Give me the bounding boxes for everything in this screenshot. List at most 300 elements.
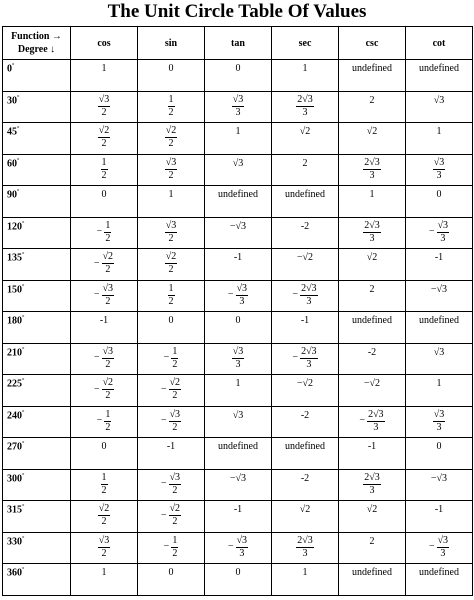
value-cell-csc — [339, 469, 406, 501]
fraction-stack — [363, 221, 381, 244]
cell-value: 2 — [302, 157, 308, 169]
cell-value: undefined — [419, 567, 459, 578]
minus-sign: − — [93, 383, 100, 395]
numerator: 1 — [168, 282, 174, 294]
value-cell-cos — [71, 154, 138, 186]
numerator: √2 — [165, 125, 177, 136]
degree-symbol: ° — [12, 63, 15, 69]
degree-value: 135 — [7, 252, 22, 264]
value-cell-csc — [339, 564, 406, 596]
value-cell-sec — [272, 60, 339, 92]
cell-value: 1 — [302, 567, 308, 578]
value-cell-cot — [406, 186, 473, 218]
value-cell-csc — [339, 217, 406, 249]
cell-value: 0 — [101, 189, 107, 200]
degree-cell — [3, 123, 71, 155]
degree-value: 120 — [7, 220, 22, 232]
fraction-stack — [165, 126, 178, 149]
cell-value: √3 — [433, 346, 445, 358]
value-cell-cot — [406, 280, 473, 312]
value-cell-csc — [339, 123, 406, 155]
degree-symbol: ° — [22, 441, 25, 447]
value-cell-sec — [272, 438, 339, 470]
fraction — [433, 410, 446, 433]
cell-value: undefined — [285, 189, 325, 200]
fraction-stack — [98, 95, 111, 118]
numerator: √3 — [165, 219, 177, 231]
denominator: 2 — [168, 232, 174, 244]
fraction — [296, 95, 314, 118]
numerator: √3 — [433, 408, 445, 420]
cell-value: undefined — [218, 441, 258, 452]
degree-cell — [3, 406, 71, 438]
value-cell-csc — [339, 154, 406, 186]
denominator: 2 — [172, 390, 178, 401]
value-cell-tan — [205, 438, 272, 470]
fraction — [363, 221, 381, 244]
degree-value: 210 — [7, 346, 22, 358]
fraction — [292, 347, 317, 370]
denominator: 2 — [101, 138, 107, 149]
value-cell-csc — [339, 501, 406, 533]
fraction-stack — [363, 473, 381, 496]
degree-value: 270 — [7, 441, 22, 453]
fraction-stack — [171, 347, 178, 370]
unit-circle-table — [2, 26, 473, 596]
numerator: √3 — [433, 156, 445, 168]
cell-value: 1 — [235, 126, 241, 137]
degree-symbol: ° — [17, 126, 20, 132]
table-row — [3, 375, 473, 407]
denominator: 3 — [235, 106, 241, 118]
value-cell-sin — [138, 343, 205, 375]
degree-cell — [3, 312, 71, 344]
fraction-stack — [165, 221, 178, 244]
cell-value: 0 — [168, 315, 174, 326]
value-cell-sin — [138, 406, 205, 438]
table-row — [3, 564, 473, 596]
cell-value: −√3 — [229, 472, 247, 484]
degree-symbol: ° — [17, 157, 20, 164]
cell-value: −√3 — [229, 220, 247, 232]
degree-value: 360 — [7, 567, 22, 579]
value-cell-cos — [71, 123, 138, 155]
column-header-csc: csc — [339, 27, 406, 60]
fraction — [161, 473, 181, 496]
corner-header — [3, 27, 71, 60]
fraction — [359, 410, 384, 433]
denominator: 3 — [440, 232, 446, 244]
cell-value: 2 — [369, 535, 375, 547]
degree-label: Degree ↓ — [17, 44, 56, 55]
minus-sign: − — [292, 289, 299, 300]
value-cell-cot — [406, 249, 473, 281]
fraction-stack — [433, 410, 446, 433]
table-row — [3, 469, 473, 501]
table-row — [3, 501, 473, 533]
numerator: 2√3 — [301, 345, 317, 357]
cell-value: −√3 — [430, 283, 448, 295]
fraction — [97, 410, 112, 433]
denominator: 2 — [105, 264, 111, 275]
denominator: 2 — [101, 516, 107, 527]
fraction — [165, 252, 178, 275]
degree-cell — [3, 91, 71, 123]
function-label: Function → — [11, 31, 62, 42]
degree-symbol: ° — [22, 472, 25, 479]
fraction — [429, 536, 449, 559]
value-cell-sec — [272, 501, 339, 533]
table-row — [3, 280, 473, 312]
fraction-stack — [168, 284, 175, 307]
value-cell-cot — [406, 501, 473, 533]
fraction-stack — [300, 284, 318, 307]
table-row — [3, 60, 473, 92]
table-row — [3, 91, 473, 123]
fraction-stack — [433, 158, 446, 181]
cell-value: undefined — [352, 63, 392, 74]
numerator: √3 — [102, 345, 114, 357]
fraction — [98, 504, 111, 527]
fraction-stack — [102, 252, 115, 275]
value-cell-sin — [138, 91, 205, 123]
value-cell-sin — [138, 501, 205, 533]
degree-symbol: ° — [22, 315, 25, 321]
fraction — [97, 221, 112, 244]
cell-value: √3 — [232, 409, 244, 421]
denominator: 3 — [239, 295, 245, 307]
cell-value: -2 — [300, 409, 310, 421]
denominator: 2 — [168, 264, 174, 275]
table-row — [3, 343, 473, 375]
table-row — [3, 532, 473, 564]
value-cell-cos — [71, 564, 138, 596]
fraction-stack — [367, 410, 385, 433]
degree-symbol: ° — [22, 346, 25, 353]
value-cell-cos — [71, 343, 138, 375]
denominator: 3 — [239, 547, 245, 559]
cell-value: undefined — [419, 63, 459, 74]
fraction — [101, 158, 108, 181]
table-row — [3, 186, 473, 218]
cell-value: 0 — [235, 315, 241, 326]
value-cell-cot — [406, 312, 473, 344]
minus-sign: − — [428, 541, 435, 552]
value-cell-tan — [205, 564, 272, 596]
fraction-stack — [165, 158, 178, 181]
fraction-stack — [300, 347, 318, 370]
degree-value: 300 — [7, 472, 22, 484]
value-cell-tan — [205, 186, 272, 218]
cell-value: -1 — [434, 504, 444, 515]
cell-value: -1 — [367, 441, 377, 452]
value-cell-cot — [406, 91, 473, 123]
denominator: 3 — [373, 421, 379, 433]
degree-value: 45 — [7, 126, 17, 138]
numerator: √3 — [169, 408, 181, 420]
value-cell-csc — [339, 280, 406, 312]
fraction — [98, 536, 111, 559]
numerator: √3 — [232, 345, 244, 357]
degree-cell — [3, 60, 71, 92]
fraction-stack — [104, 221, 111, 244]
value-cell-cos — [71, 60, 138, 92]
numerator: √2 — [102, 377, 114, 388]
degree-value: 240 — [7, 409, 22, 421]
degree-value: 330 — [7, 535, 22, 547]
value-cell-csc — [339, 343, 406, 375]
degree-cell — [3, 249, 71, 281]
fraction — [161, 410, 181, 433]
column-header-sin: sin — [138, 27, 205, 60]
numerator: √3 — [236, 534, 248, 546]
minus-sign: − — [93, 257, 100, 269]
value-cell-cot — [406, 532, 473, 564]
table-row — [3, 154, 473, 186]
denominator: 2 — [101, 484, 107, 496]
minus-sign: − — [163, 541, 170, 552]
value-cell-tan — [205, 469, 272, 501]
denominator: 3 — [235, 358, 241, 370]
cell-value: undefined — [218, 189, 258, 200]
fraction-stack — [363, 158, 381, 181]
value-cell-sin — [138, 123, 205, 155]
fraction — [429, 221, 449, 244]
numerator: 1 — [172, 345, 178, 357]
fraction-stack — [236, 536, 249, 559]
value-cell-tan — [205, 343, 272, 375]
degree-value: 150 — [7, 283, 22, 295]
fraction — [168, 95, 175, 118]
numerator: 2√3 — [364, 219, 380, 231]
denominator: 3 — [369, 484, 375, 496]
denominator: 2 — [101, 169, 107, 181]
fraction-stack — [169, 410, 182, 433]
value-cell-sin — [138, 249, 205, 281]
fraction-stack — [101, 158, 108, 181]
fraction-stack — [437, 221, 450, 244]
numerator: √2 — [98, 125, 110, 136]
fraction-stack — [102, 378, 115, 401]
fraction — [94, 252, 114, 275]
cell-value: -2 — [300, 220, 310, 232]
fraction-stack — [232, 347, 245, 370]
degree-symbol: ° — [17, 189, 20, 195]
value-cell-cot — [406, 343, 473, 375]
value-cell-tan — [205, 91, 272, 123]
cell-value: 1 — [101, 567, 107, 578]
header-row — [3, 27, 473, 60]
numerator: √3 — [169, 471, 181, 483]
denominator: 2 — [101, 547, 107, 559]
fraction-stack — [236, 284, 249, 307]
minus-sign: − — [163, 352, 170, 363]
denominator: 2 — [172, 547, 178, 559]
fraction — [98, 126, 111, 149]
value-cell-tan — [205, 60, 272, 92]
numerator: 2√3 — [301, 282, 317, 294]
fraction-stack — [98, 126, 111, 149]
degree-cell — [3, 343, 71, 375]
numerator: 2√3 — [368, 408, 384, 420]
value-cell-cos — [71, 91, 138, 123]
denominator: 2 — [172, 421, 178, 433]
table-row — [3, 249, 473, 281]
cell-value: -1 — [233, 504, 243, 515]
cell-value: 2 — [369, 94, 375, 106]
table-row — [3, 438, 473, 470]
fraction — [161, 504, 181, 527]
cell-value: √3 — [433, 94, 445, 106]
value-cell-csc — [339, 91, 406, 123]
fraction-stack — [169, 378, 182, 401]
value-cell-cot — [406, 469, 473, 501]
value-cell-cos — [71, 438, 138, 470]
fraction-stack — [98, 504, 111, 527]
cell-value: 1 — [436, 378, 442, 389]
cell-value: -1 — [166, 441, 176, 452]
degree-value: 0 — [7, 63, 12, 75]
denominator: 3 — [436, 421, 442, 433]
minus-sign: − — [160, 509, 167, 521]
cell-value: √2 — [366, 252, 378, 263]
fraction-stack — [171, 536, 178, 559]
numerator: √2 — [169, 503, 181, 514]
denominator: 2 — [168, 169, 174, 181]
fraction-stack — [102, 347, 115, 370]
value-cell-csc — [339, 406, 406, 438]
fraction-stack — [165, 252, 178, 275]
denominator: 3 — [440, 547, 446, 559]
numerator: √2 — [169, 377, 181, 388]
value-cell-tan — [205, 217, 272, 249]
fraction — [94, 347, 114, 370]
numerator: √3 — [236, 282, 248, 294]
cell-value: √2 — [366, 126, 378, 137]
value-cell-csc — [339, 186, 406, 218]
denominator: 3 — [436, 169, 442, 181]
degree-symbol: ° — [22, 504, 25, 510]
value-cell-sin — [138, 375, 205, 407]
cell-value: -2 — [300, 472, 310, 484]
value-cell-tan — [205, 375, 272, 407]
degree-symbol: ° — [22, 252, 25, 258]
cell-value: 0 — [101, 441, 107, 452]
fraction — [228, 536, 248, 559]
cell-value: 1 — [369, 189, 375, 200]
minus-sign: − — [227, 289, 234, 300]
column-header-cot: cot — [406, 27, 473, 60]
table-row — [3, 312, 473, 344]
minus-sign: − — [227, 541, 234, 552]
cell-value: 0 — [168, 567, 174, 578]
value-cell-sec — [272, 469, 339, 501]
numerator: √3 — [98, 93, 110, 105]
fraction-stack — [232, 95, 245, 118]
cell-value: 1 — [302, 63, 308, 74]
cell-value: -1 — [300, 315, 310, 326]
cell-value: √2 — [366, 504, 378, 515]
denominator: 3 — [306, 358, 312, 370]
value-cell-sin — [138, 186, 205, 218]
value-cell-sec — [272, 249, 339, 281]
cell-value: undefined — [352, 567, 392, 578]
value-cell-sec — [272, 91, 339, 123]
fraction-stack — [296, 536, 314, 559]
cell-value: 0 — [235, 63, 241, 74]
denominator: 3 — [302, 106, 308, 118]
fraction — [168, 284, 175, 307]
value-cell-sin — [138, 154, 205, 186]
cell-value: 1 — [235, 378, 241, 389]
fraction — [94, 378, 114, 401]
value-cell-sin — [138, 280, 205, 312]
denominator: 2 — [105, 232, 111, 244]
value-cell-cos — [71, 186, 138, 218]
column-header-cos: cos — [71, 27, 138, 60]
value-cell-tan — [205, 280, 272, 312]
fraction — [165, 158, 178, 181]
degree-cell — [3, 280, 71, 312]
fraction — [363, 473, 381, 496]
value-cell-cos — [71, 280, 138, 312]
value-cell-sin — [138, 60, 205, 92]
numerator: √3 — [98, 534, 110, 546]
degree-symbol: ° — [22, 378, 25, 384]
degree-cell — [3, 186, 71, 218]
value-cell-sin — [138, 438, 205, 470]
value-cell-tan — [205, 249, 272, 281]
numerator: 1 — [172, 534, 178, 546]
cell-value: 0 — [436, 189, 442, 200]
fraction — [296, 536, 314, 559]
degree-value: 225 — [7, 378, 22, 390]
value-cell-cos — [71, 406, 138, 438]
value-cell-tan — [205, 501, 272, 533]
degree-value: 180 — [7, 315, 22, 327]
value-cell-csc — [339, 312, 406, 344]
column-header-tan: tan — [205, 27, 272, 60]
value-cell-csc — [339, 532, 406, 564]
minus-sign: − — [96, 226, 103, 237]
value-cell-cos — [71, 532, 138, 564]
value-cell-csc — [339, 375, 406, 407]
value-cell-csc — [339, 60, 406, 92]
degree-cell — [3, 564, 71, 596]
denominator: 2 — [168, 138, 174, 149]
cell-value: 1 — [101, 63, 107, 74]
table-row — [3, 123, 473, 155]
degree-cell — [3, 375, 71, 407]
denominator: 2 — [101, 106, 107, 118]
degree-cell — [3, 438, 71, 470]
fraction-stack — [169, 473, 182, 496]
fraction-stack — [104, 410, 111, 433]
value-cell-sec — [272, 312, 339, 344]
fraction — [94, 284, 114, 307]
value-cell-tan — [205, 312, 272, 344]
fraction-stack — [296, 95, 314, 118]
value-cell-sec — [272, 343, 339, 375]
fraction — [228, 284, 248, 307]
fraction-stack — [169, 504, 182, 527]
value-cell-sec — [272, 280, 339, 312]
denominator: 2 — [105, 390, 111, 401]
degree-value: 30 — [7, 94, 17, 106]
value-cell-sec — [272, 154, 339, 186]
cell-value: undefined — [352, 315, 392, 326]
value-cell-sin — [138, 564, 205, 596]
